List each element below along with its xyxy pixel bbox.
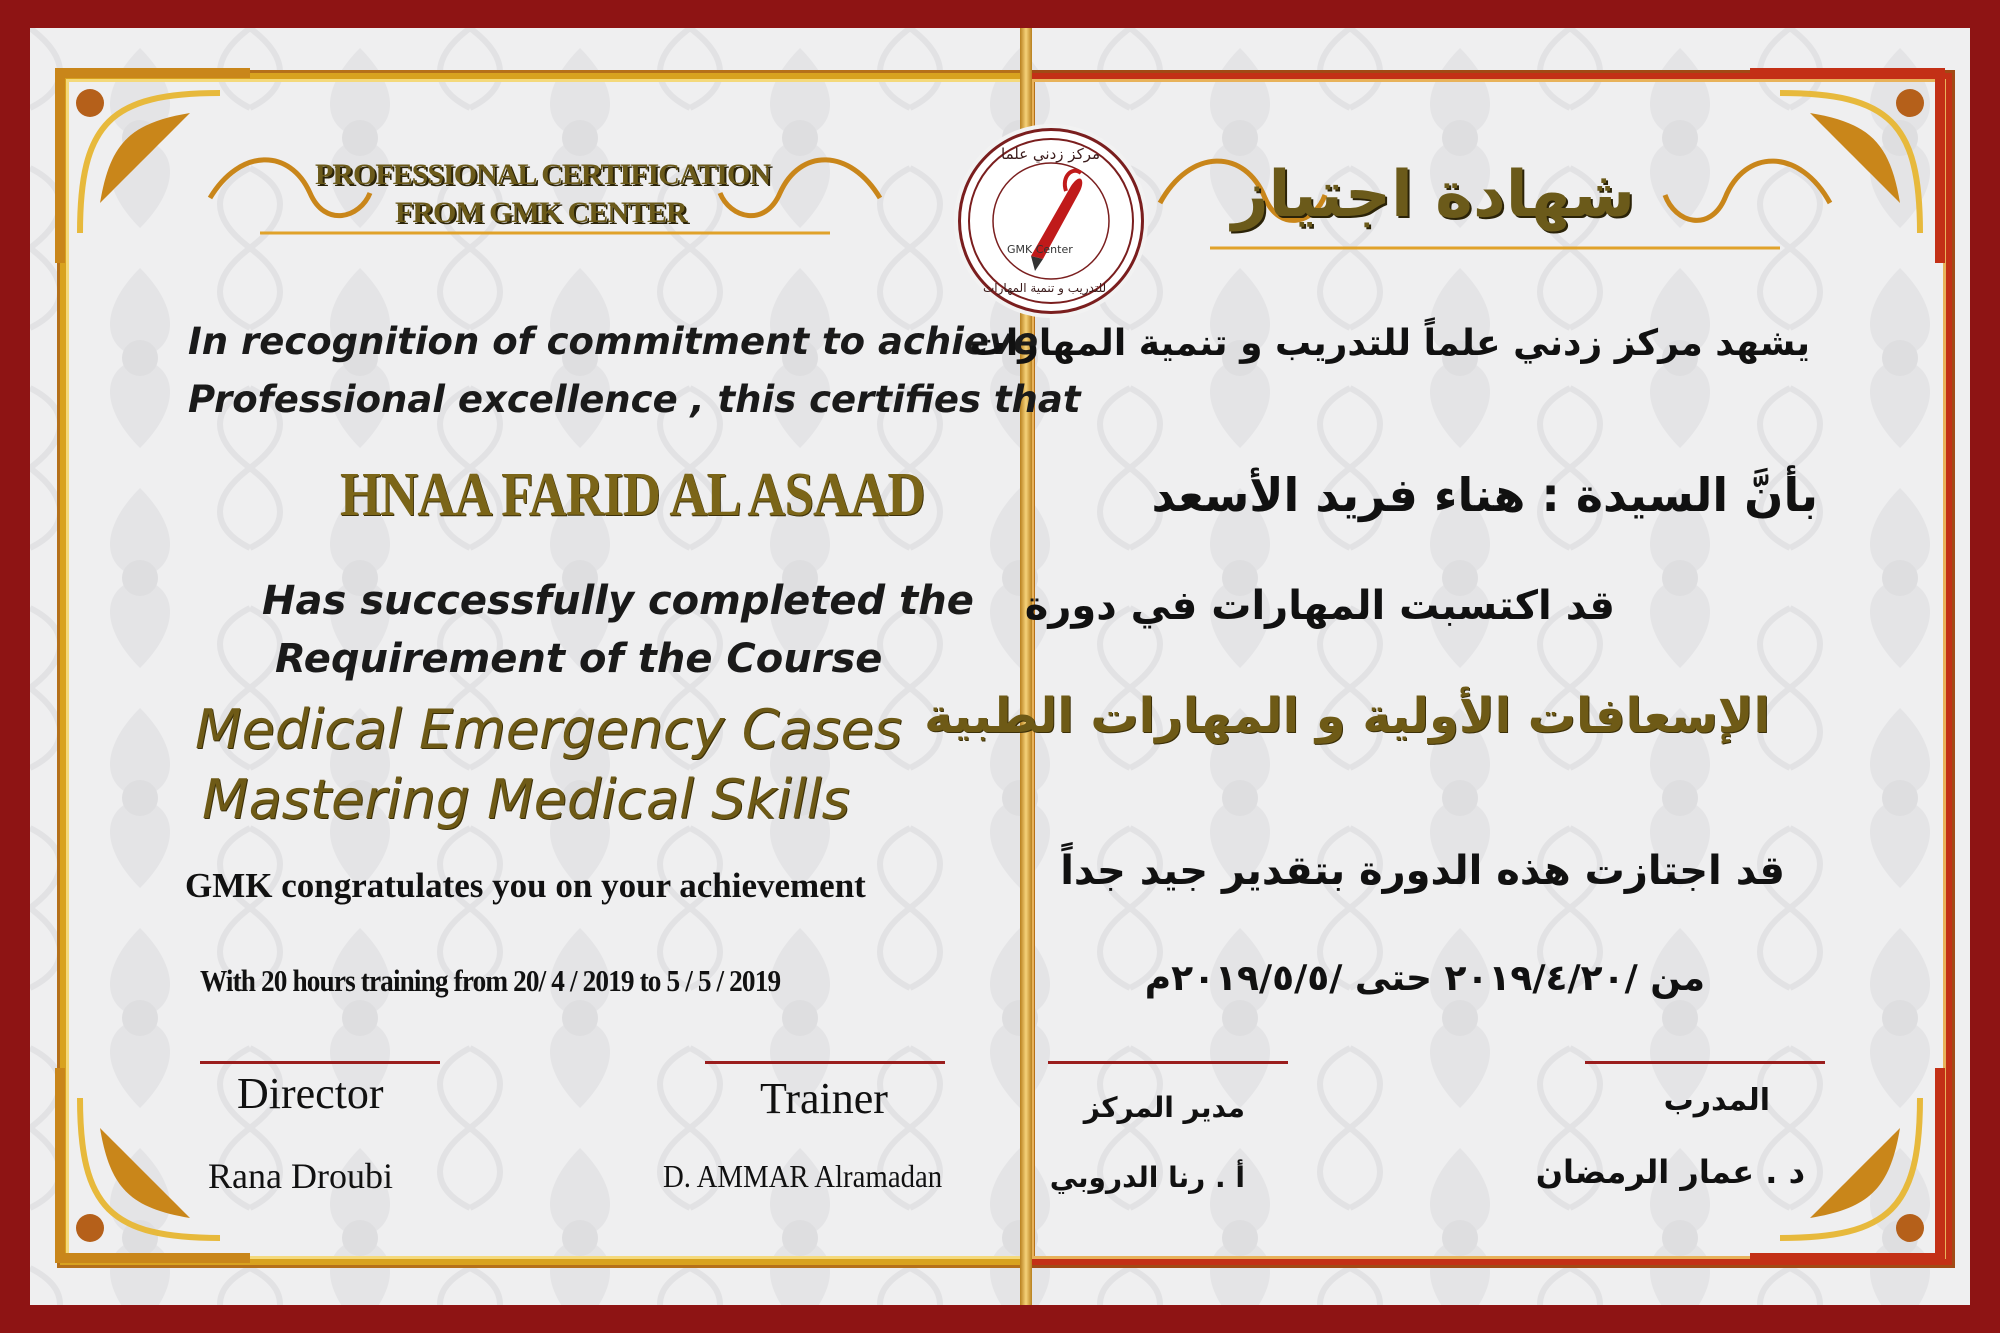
arabic-title: شهادة اجتياز: [1231, 158, 1635, 232]
arabic-acquired-line: قد اكتسبت المهارات في دورة: [1024, 583, 1615, 629]
trainer-en-signature-line: [705, 1061, 945, 1064]
congrats-line: GMK congratulates you on your achievement: [185, 866, 866, 905]
logo-text-bottom: للتدريب و تنمية المهارات: [983, 281, 1107, 295]
intro-line1: In recognition of commitment to achieve: [188, 320, 1039, 363]
director-en-signature-line: [200, 1061, 440, 1064]
director-en-name: Rana Droubi: [208, 1156, 393, 1196]
training-hours-line: With 20 hours training from 20/ 4 / 2019 to 5 / 5 / 2019: [200, 963, 781, 998]
course-en-line2: Mastering Medical Skills: [202, 768, 850, 831]
trainer-ar-name: د . عمار الرمضان: [1535, 1153, 1805, 1191]
trainer-ar-signature-line: [1585, 1061, 1825, 1064]
completed-line1: Has successfully completed the: [262, 578, 974, 624]
logo-center-text: GMK Center: [1007, 243, 1073, 256]
header-flourish-left: [200, 138, 890, 248]
director-ar-name: أ . رنا الدروبي: [1049, 1161, 1245, 1194]
arabic-passed-line: قد اجتازت هذه الدورة بتقدير جيد جداً: [1060, 848, 1785, 894]
trainer-en-label: Trainer: [760, 1074, 888, 1123]
course-en-line1: Medical Emergency Cases: [195, 698, 903, 761]
header-en-line2: FROM GMK CENTER: [395, 196, 687, 229]
arabic-dates-line: من /٢٠١٩/٤/٢٠ حتى /٢٠١٩/٥/٥م: [1144, 958, 1705, 999]
intro-line2: Professional excellence , this certifies that: [188, 378, 1081, 421]
recipient-name-en: HNAA FARID AL ASAAD: [340, 461, 925, 529]
logo-text-top: مركز زدني علما: [1001, 145, 1101, 163]
completed-line2: Requirement of the Course: [275, 636, 883, 682]
header-en-line1: PROFESSIONAL CERTIFICATION: [315, 158, 770, 191]
arabic-center-line: يشهد مركز زدني علماً للتدريب و تنمية المهارات: [969, 323, 1810, 364]
director-ar-signature-line: [1048, 1061, 1288, 1064]
gmk-logo: [958, 128, 1144, 314]
director-en-label: Director: [237, 1069, 384, 1118]
certificate-paper: [30, 28, 1970, 1305]
arabic-course-line: الإسعافات الأولية و المهارات الطبية: [924, 688, 1770, 744]
trainer-ar-label: المدرب: [1663, 1083, 1770, 1118]
trainer-en-name: D. AMMAR Alramadan: [663, 1158, 943, 1194]
director-ar-label: مدير المركز: [1083, 1091, 1245, 1124]
arabic-name-line: بأنَّ السيدة : هناء فريد الأسعد: [1151, 468, 1818, 522]
